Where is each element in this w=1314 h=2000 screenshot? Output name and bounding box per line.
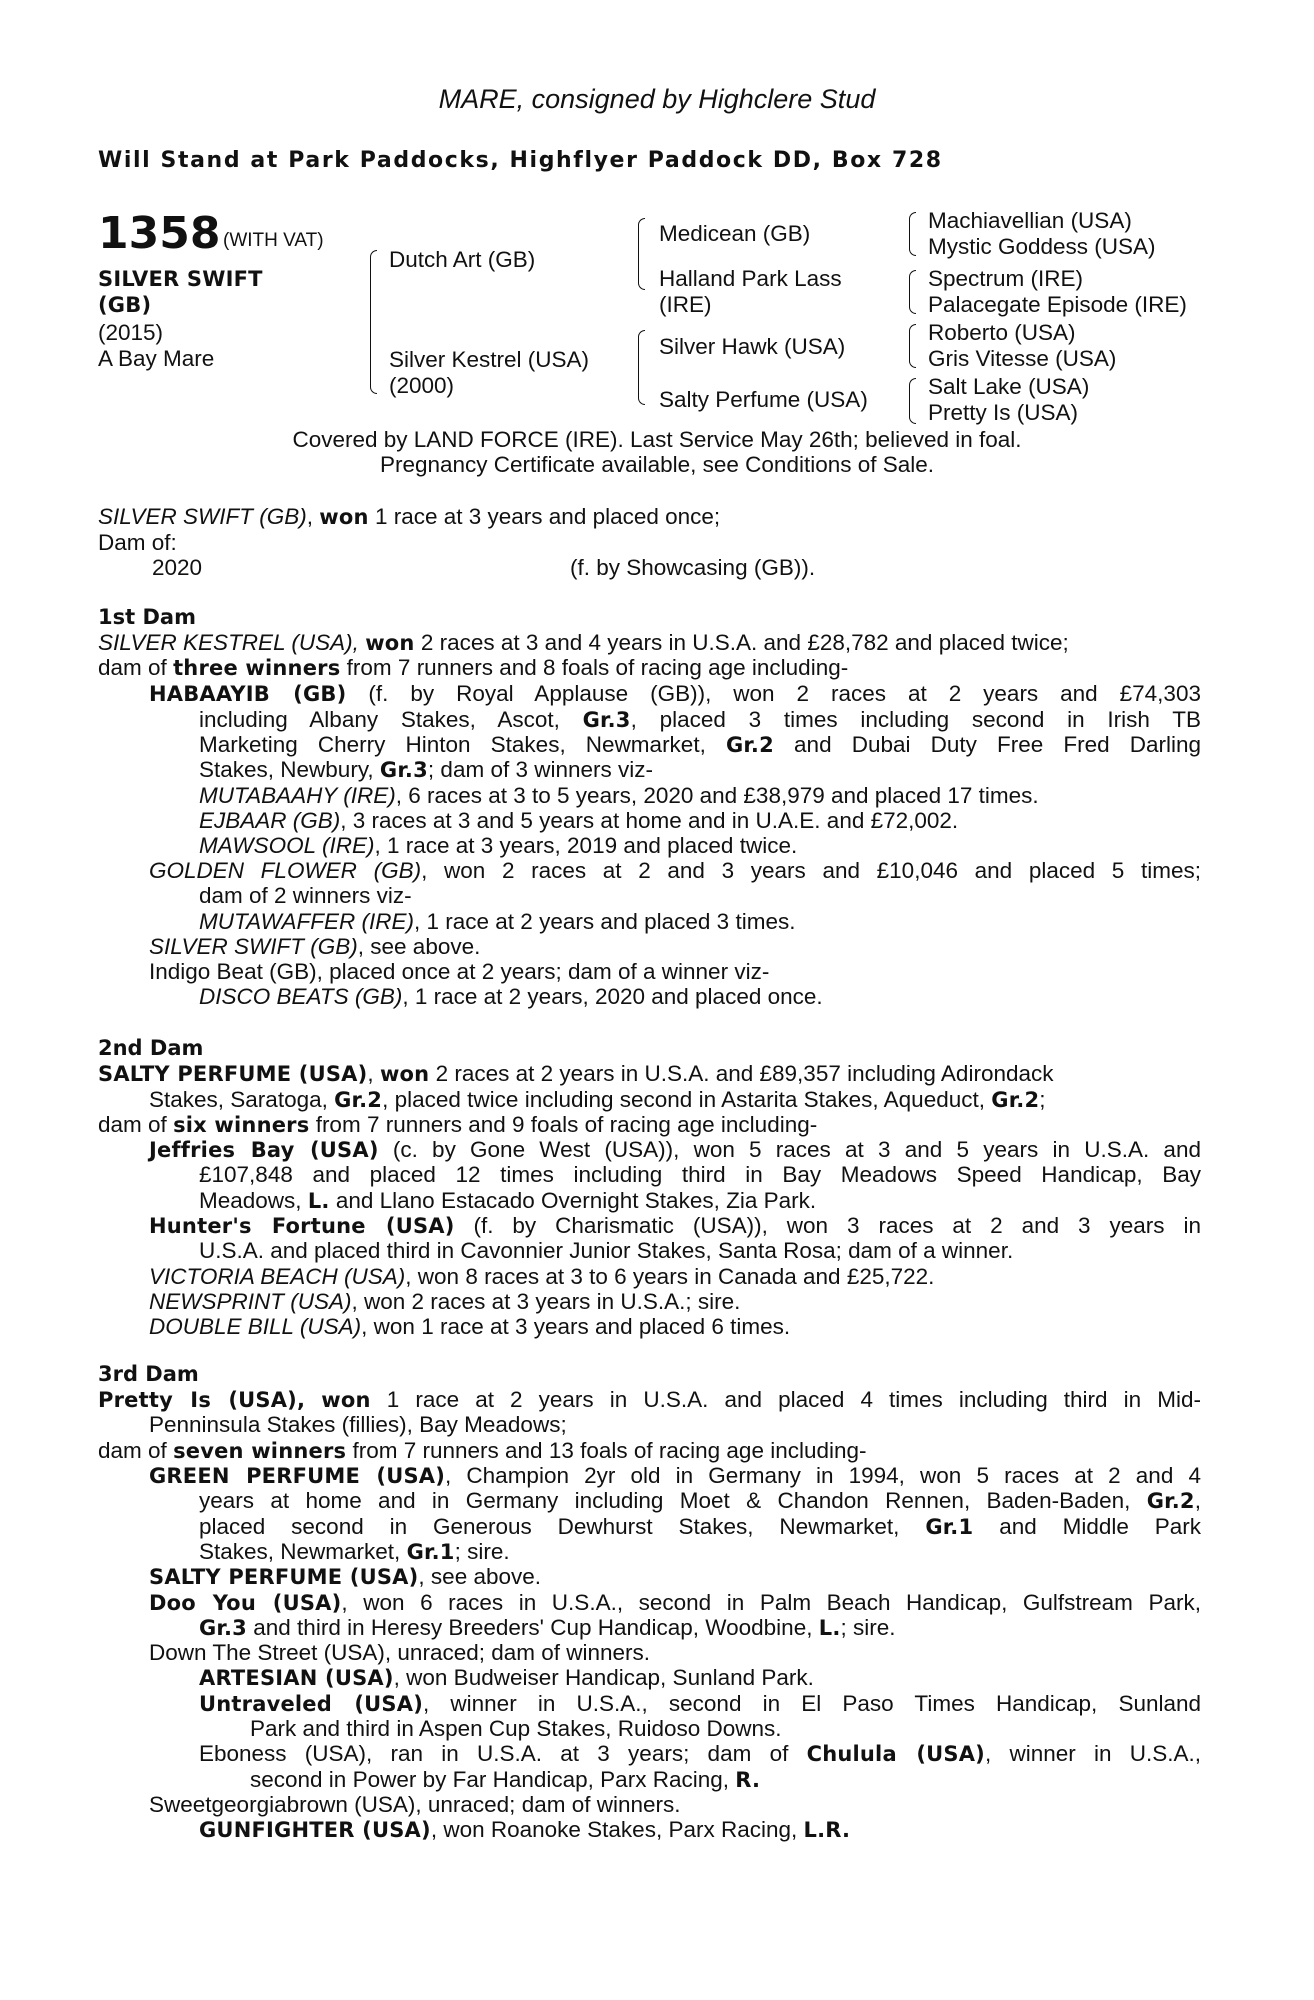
progeny-line: Sweetgeorgiabrown (USA), unraced; dam of winners. bbox=[149, 1792, 681, 1817]
section-heading: 1st Dam bbox=[98, 605, 196, 629]
progeny-line: SALTY PERFUME (USA), see above. bbox=[149, 1564, 542, 1589]
section-heading: 3rd Dam bbox=[98, 1362, 199, 1386]
horse-description: A Bay Mare bbox=[98, 346, 215, 371]
progeny-line: DISCO BEATS (GB), 1 race at 2 years, 2020 and placed once. bbox=[199, 984, 823, 1009]
progeny-line: Untraveled (USA), winner in U.S.A., second in El Paso Times Handicap, Sunland bbox=[199, 1691, 1202, 1716]
pedigree-brace bbox=[909, 378, 916, 424]
progeny-line: SILVER SWIFT (GB), see above. bbox=[149, 934, 481, 959]
pedigree-brace bbox=[909, 212, 916, 256]
dam-record-line: Pretty Is (USA), won 1 race at 2 years in U.S.A. and placed 4 times including third in Mid- bbox=[98, 1387, 1201, 1412]
progeny-line: HABAAYIB (GB) (f. by Royal Applause (GB)), won 2 races at 2 years and £74,303 bbox=[149, 681, 1201, 706]
dam-record-line: SILVER KESTREL (USA), won 2 races at 3 and 4 years in U.S.A. and £28,782 and placed twice; bbox=[98, 630, 1069, 655]
covering-note: Covered by LAND FORCE (IRE). Last Service May 26th; believed in foal. bbox=[292, 427, 1022, 452]
progeny-line: NEWSPRINT (USA), won 2 races at 3 years in U.S.A.; sire. bbox=[149, 1289, 741, 1314]
progeny-line: VICTORIA BEACH (USA), won 8 races at 3 to 6 years in Canada and £25,722. bbox=[149, 1264, 935, 1289]
pedigree-brace bbox=[909, 324, 916, 368]
vat-note: (WITH VAT) bbox=[223, 230, 324, 251]
progeny-line: GUNFIGHTER (USA), won Roanoke Stakes, Parx Racing, L.R. bbox=[199, 1817, 851, 1842]
pedigree-brace bbox=[370, 250, 377, 394]
progeny-line: £107,848 and placed 12 times including third in Bay Meadows Speed Handicap, Bay bbox=[199, 1162, 1201, 1187]
progeny-line: U.S.A. and placed third in Cavonnier Junior Stakes, Santa Rosa; dam of a winner. bbox=[199, 1238, 1014, 1263]
progeny-line: Stakes, Newmarket, Gr.1; sire. bbox=[199, 1539, 510, 1564]
dam-record-line: Penninsula Stakes (fillies), Bay Meadows; bbox=[149, 1412, 567, 1437]
progeny-line: EJBAAR (GB), 3 races at 3 and 5 years at home and in U.A.E. and £72,002. bbox=[199, 808, 959, 833]
great-granddam: Palacegate Episode (IRE) bbox=[928, 292, 1187, 317]
progeny-line: Doo You (USA), won 6 races in U.S.A., second in Palm Beach Handicap, Gulfstream Park, bbox=[149, 1590, 1201, 1615]
pedigree-brace bbox=[909, 270, 916, 314]
great-grandsire: Spectrum (IRE) bbox=[928, 266, 1084, 291]
dam-dam: Salty Perfume (USA) bbox=[659, 387, 868, 412]
progeny-line: DOUBLE BILL (USA), won 1 race at 3 years and placed 6 times. bbox=[149, 1314, 791, 1339]
progeny-line: MUTABAAHY (IRE), 6 races at 3 to 5 years, 2020 and £38,979 and placed 17 times. bbox=[199, 783, 1039, 808]
sire-dam-country: (IRE) bbox=[659, 292, 712, 317]
progeny-line: Eboness (USA), ran in U.S.A. at 3 years; dam of Chulula (USA), winner in U.S.A., bbox=[199, 1741, 1201, 1766]
dam-year: (2000) bbox=[389, 373, 455, 398]
great-granddam: Pretty Is (USA) bbox=[928, 400, 1079, 425]
progeny-line: Gr.3 and third in Heresy Breeders' Cup Handicap, Woodbine, L.; sire. bbox=[199, 1615, 896, 1640]
progeny-line: second in Power by Far Handicap, Parx Racing, R. bbox=[250, 1767, 761, 1792]
progeny-line: placed second in Generous Dewhurst Stakes, Newmarket, Gr.1 and Middle Park bbox=[199, 1514, 1201, 1539]
progeny-line: years at home and in Germany including Moet & Chandon Rennen, Baden-Baden, Gr.2, bbox=[199, 1488, 1201, 1513]
dam-of-label: Dam of: bbox=[98, 530, 177, 555]
stand-location: Will Stand at Park Paddocks, Highflyer Paddock DD, Box 728 bbox=[98, 148, 943, 173]
consignor-heading: MARE, consigned by Highclere Stud bbox=[438, 84, 876, 114]
great-granddam: Gris Vitesse (USA) bbox=[928, 346, 1117, 371]
progeny-line: including Albany Stakes, Ascot, Gr.3, placed 3 times including second in Irish TB bbox=[199, 707, 1201, 732]
progeny-line: Jeffries Bay (USA) (c. by Gone West (USA)), won 5 races at 3 and 5 years in U.S.A. and bbox=[149, 1137, 1201, 1162]
progeny-line: Hunter's Fortune (USA) (f. by Charismatic (USA)), won 3 races at 2 and 3 years in bbox=[149, 1213, 1201, 1238]
dam-record-line: dam of seven winners from 7 runners and 13 foals of racing age including- bbox=[98, 1438, 867, 1463]
dam-record-line: Stakes, Saratoga, Gr.2, placed twice including second in Astarita Stakes, Aqueduct, Gr.2; bbox=[149, 1087, 1046, 1112]
progeny-line: Down The Street (USA), unraced; dam of winners. bbox=[149, 1640, 651, 1665]
pedigree-brace bbox=[638, 218, 645, 290]
lot-number: 1358 bbox=[98, 208, 221, 259]
progeny-line: dam of 2 winners viz- bbox=[199, 883, 412, 908]
dam-sire: Silver Hawk (USA) bbox=[659, 334, 846, 359]
progeny-line: MAWSOOL (IRE), 1 race at 3 years, 2019 and placed twice. bbox=[199, 833, 798, 858]
produce-detail: (f. by Showcasing (GB)). bbox=[570, 555, 816, 580]
sire-dam: Halland Park Lass bbox=[659, 266, 842, 291]
horse-record: SILVER SWIFT (GB), won 1 race at 3 years and placed once; bbox=[98, 504, 721, 529]
progeny-line: Meadows, L. and Llano Estacado Overnight Stakes, Zia Park. bbox=[199, 1188, 817, 1213]
progeny-line: Indigo Beat (GB), placed once at 2 years; dam of a winner viz- bbox=[149, 959, 770, 984]
produce-year: 2020 bbox=[152, 555, 203, 580]
foaling-year: (2015) bbox=[98, 320, 164, 345]
dam-record-line: SALTY PERFUME (USA), won 2 races at 2 years in U.S.A. and £89,357 including Adirondack bbox=[98, 1061, 1054, 1086]
dam-record-line: dam of three winners from 7 runners and 8 foals of racing age including- bbox=[98, 655, 849, 680]
pedigree-brace bbox=[638, 330, 645, 405]
dam-record-line: dam of six winners from 7 runners and 9 foals of racing age including- bbox=[98, 1112, 818, 1137]
progeny-line: Marketing Cherry Hinton Stakes, Newmarket, Gr.2 and Dubai Duty Free Fred Darling bbox=[199, 732, 1201, 757]
sire: Dutch Art (GB) bbox=[389, 247, 536, 272]
progeny-line: Park and third in Aspen Cup Stakes, Ruidoso Downs. bbox=[250, 1716, 782, 1741]
dam: Silver Kestrel (USA) bbox=[389, 347, 590, 372]
sire-sire: Medicean (GB) bbox=[659, 221, 811, 246]
great-grandsire: Roberto (USA) bbox=[928, 320, 1076, 345]
section-heading: 2nd Dam bbox=[98, 1036, 204, 1060]
horse-name: SILVER SWIFT bbox=[98, 267, 263, 291]
pregnancy-note: Pregnancy Certificate available, see Conditions of Sale. bbox=[379, 452, 935, 477]
progeny-line: ARTESIAN (USA), won Budweiser Handicap, Sunland Park. bbox=[199, 1665, 814, 1690]
progeny-line: MUTAWAFFER (IRE), 1 race at 2 years and placed 3 times. bbox=[199, 909, 796, 934]
horse-name-ref: SILVER SWIFT (GB) bbox=[98, 504, 307, 529]
great-granddam: Mystic Goddess (USA) bbox=[928, 234, 1156, 259]
great-grandsire: Salt Lake (USA) bbox=[928, 374, 1090, 399]
horse-country: (GB) bbox=[98, 293, 152, 317]
progeny-line: GREEN PERFUME (USA), Champion 2yr old in Germany in 1994, won 5 races at 2 and 4 bbox=[149, 1463, 1201, 1488]
progeny-line: GOLDEN FLOWER (GB), won 2 races at 2 and 3 years and £10,046 and placed 5 times; bbox=[149, 858, 1201, 883]
progeny-line: Stakes, Newbury, Gr.3; dam of 3 winners viz- bbox=[199, 757, 653, 782]
great-grandsire: Machiavellian (USA) bbox=[928, 208, 1132, 233]
